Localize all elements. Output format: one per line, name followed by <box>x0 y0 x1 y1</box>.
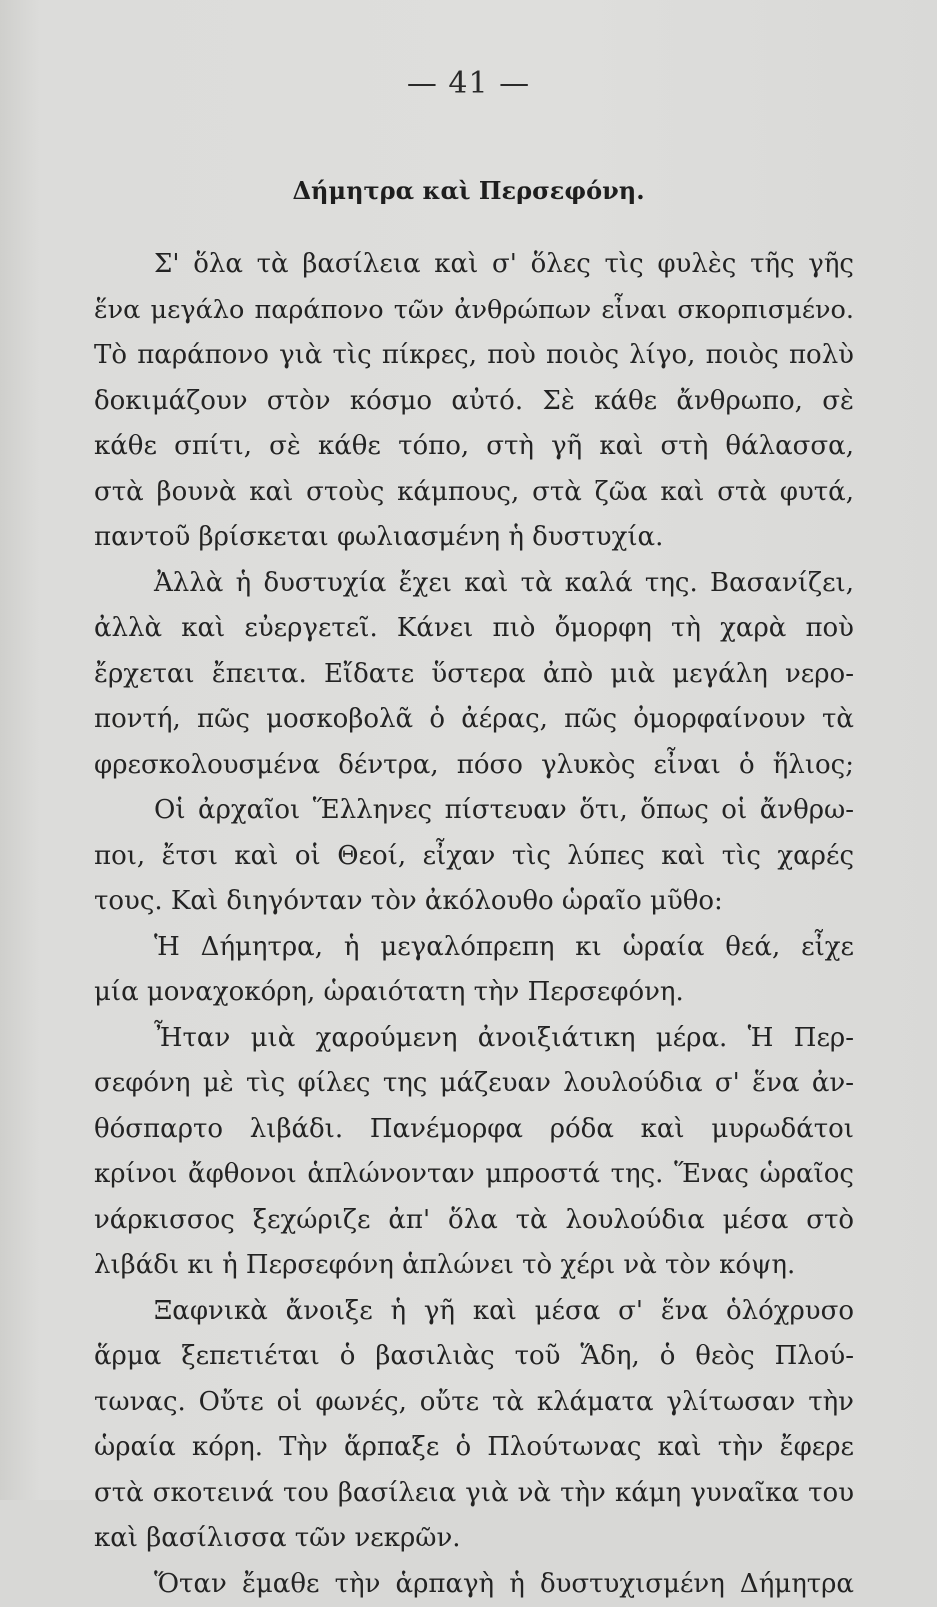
text-line: ποι, ἔτσι καὶ οἱ Θεοί, εἶχαν τὶς λύπες καὶ τὶς χαρές <box>94 834 854 880</box>
text-line: Σ' ὅλα τὰ βασίλεια καὶ σ' ὅλες τὶς φυλὲς τῆς γῆς <box>94 242 854 288</box>
text-line: σεφόνη μὲ τὶς φίλες της μάζευαν λουλούδια σ' ἕνα ἀν- <box>94 1061 854 1107</box>
text-line: στὰ βουνὰ καὶ στοὺς κάμπους, στὰ ζῶα καὶ στὰ φυτά, <box>94 470 854 516</box>
text-line: Οἱ ἀρχαῖοι Ἕλληνες πίστευαν ὅτι, ὅπως οἱ ἄνθρω- <box>94 788 854 834</box>
text-line: ἔρχεται ἔπειτα. Εἴδατε ὕστερα ἀπὸ μιὰ μεγάλη νερο- <box>94 652 854 698</box>
text-line: κρίνοι ἄφθονοι ἁπλώνονταν μπροστά της. Ἕνας ὡραῖος <box>94 1152 854 1198</box>
text-line: Τὸ παράπονο γιὰ τὶς πίκρες, ποὺ ποιὸς λίγο, ποιὸς πολὺ <box>94 333 854 379</box>
text-line: Ὅταν ἔμαθε τὴν ἁρπαγὴ ἡ δυστυχισμένη Δήμητρα <box>94 1562 854 1607</box>
body-text <box>94 242 854 1607</box>
text-line: λιβάδι κι ἡ Περσεφόνη ἁπλώνει τὸ χέρι νὰ τὸν κόψη. <box>94 1243 854 1289</box>
text-line: ἀλλὰ καὶ εὐεργετεῖ. Κάνει πιὸ ὄμορφη τὴ χαρὰ ποὺ <box>94 606 854 652</box>
text-line: Ξαφνικὰ ἄνοιξε ἡ γῆ καὶ μέσα σ' ἕνα ὁλόχρυσο <box>94 1289 854 1335</box>
text-line: ἕνα μεγάλο παράπονο τῶν ἀνθρώπων εἶναι σκορπισμένο. <box>94 288 854 334</box>
text-line: ὡραία κόρη. Τὴν ἅρπαξε ὁ Πλούτωνας καὶ τὴν ἔφερε <box>94 1425 854 1471</box>
text-line: δοκιμάζουν στὸν κόσμο αὐτό. Σὲ κάθε ἄνθρωπο, σὲ <box>94 379 854 425</box>
chapter-title: Δήμητρα καὶ Περσεφόνη. <box>0 176 937 205</box>
text-line: Ἀλλὰ ἡ δυστυχία ἔχει καὶ τὰ καλά της. Βασανίζει, <box>94 561 854 607</box>
text-line: τους. Καὶ διηγόνταν τὸν ἀκόλουθο ὡραῖο μῦθο: <box>94 879 854 925</box>
text-line: ποντή, πῶς μοσκοβολᾶ ὁ ἀέρας, πῶς ὀμορφαίνουν τὰ <box>94 697 854 743</box>
page-number: — 41 — <box>0 66 937 101</box>
text-line: θόσπαρτο λιβάδι. Πανέμορφα ρόδα καὶ μυρωδάτοι <box>94 1107 854 1153</box>
text-line: κάθε σπίτι, σὲ κάθε τόπο, στὴ γῆ καὶ στὴ θάλασσα, <box>94 424 854 470</box>
text-line: μία μοναχοκόρη, ὡραιότατη τὴν Περσεφόνη. <box>94 970 854 1016</box>
text-line: ἅρμα ξεπετιέται ὁ βασιλιὰς τοῦ Ἅδη, ὁ θεὸς Πλού- <box>94 1334 854 1380</box>
text-line: τωνας. Οὔτε οἱ φωνές, οὔτε τὰ κλάματα γλίτωσαν τὴν <box>94 1380 854 1426</box>
text-line: φρεσκολουσμένα δέντρα, πόσο γλυκὸς εἶναι ὁ ἥλιος; <box>94 743 854 789</box>
text-line: νάρκισσος ξεχώριζε ἀπ' ὅλα τὰ λουλούδια μέσα στὸ <box>94 1198 854 1244</box>
text-line: στὰ σκοτεινά του βασίλεια γιὰ νὰ τὴν κάμη γυναῖκα του <box>94 1471 854 1517</box>
text-line: Ἦταν μιὰ χαρούμενη ἀνοιξιάτικη μέρα. Ἡ Περ- <box>94 1016 854 1062</box>
text-line: παντοῦ βρίσκεται φωλιασμένη ἡ δυστυχία. <box>94 515 854 561</box>
text-line: Ἡ Δήμητρα, ἡ μεγαλόπρεπη κι ὡραία θεά, εἶχε <box>94 925 854 971</box>
text-line: καὶ βασίλισσα τῶν νεκρῶν. <box>94 1516 854 1562</box>
